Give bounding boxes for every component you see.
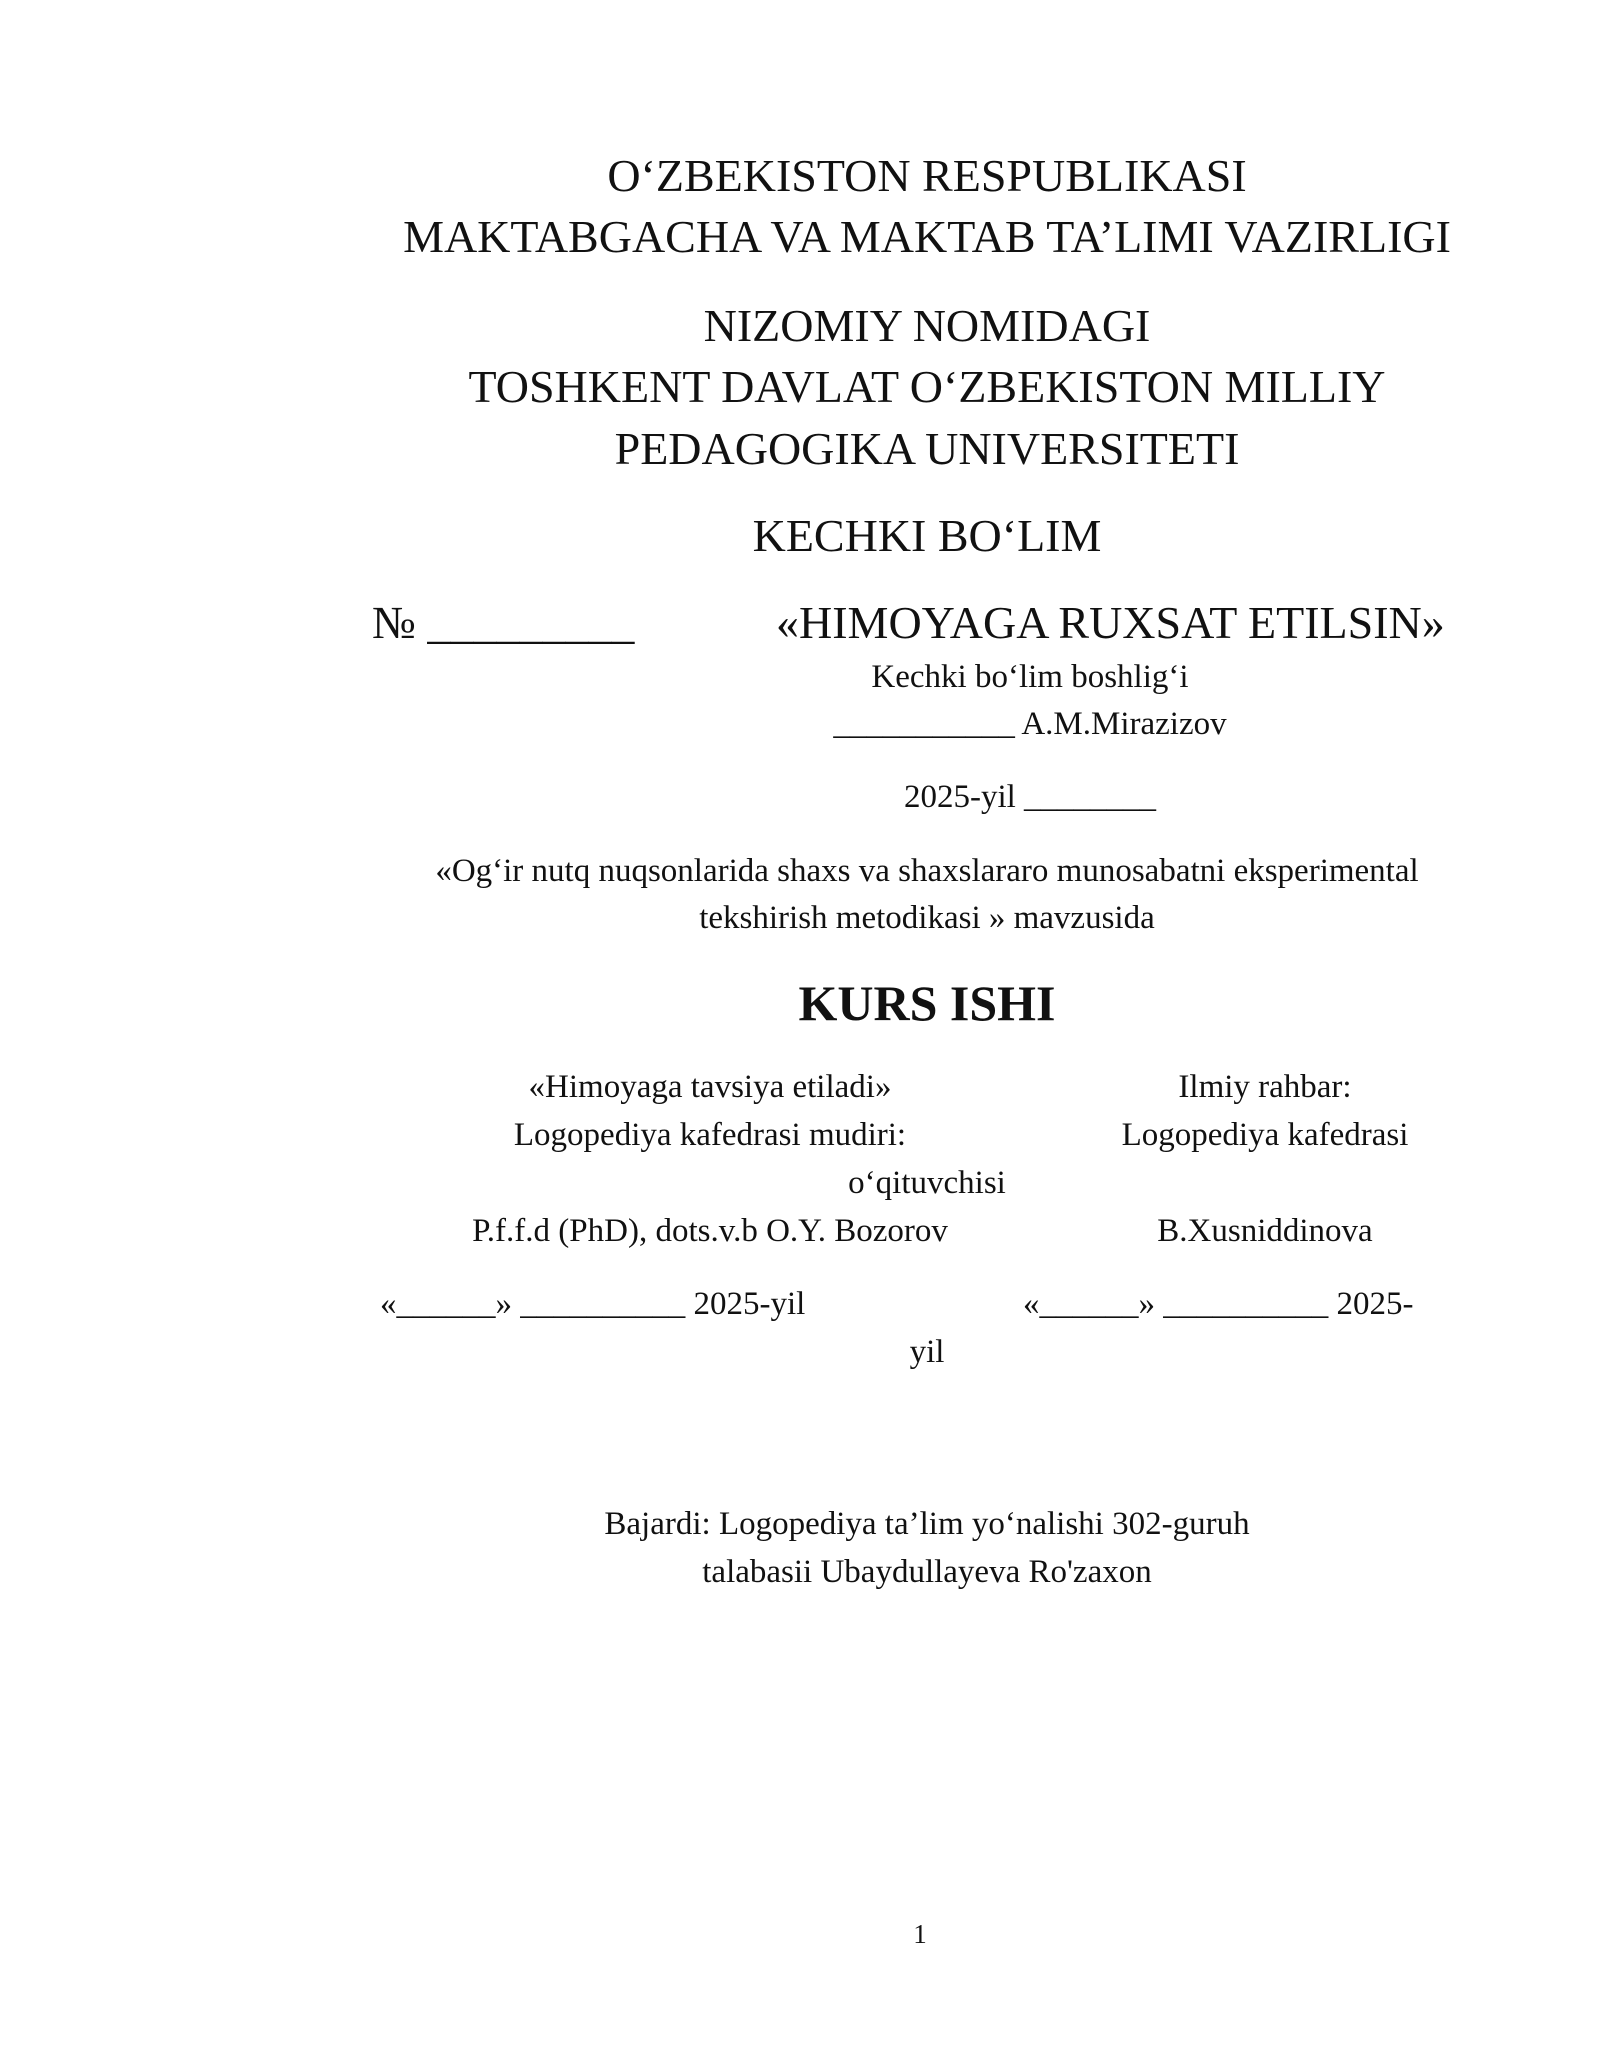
performer-line-2: talabasii Ubaydullayeva Ro'zaxon bbox=[702, 1554, 1152, 1590]
approval-date: 2025-yil ________ bbox=[903, 779, 1157, 815]
topic-line-1: «Og‘ir nutq nuqsonlarida shaxs va shaxslararo munosabatni eksperimental bbox=[435, 853, 1419, 889]
head-signature: ___________ A.M.Mirazizov bbox=[833, 706, 1227, 742]
chair-name: P.f.f.d (PhD), dots.v.b O.Y. Bozorov bbox=[472, 1213, 948, 1249]
university-line-2: TOSHKENT DAVLAT O‘ZBEKISTON MILLIY bbox=[468, 361, 1386, 412]
university-line-1: NIZOMIY NOMIDAGI bbox=[703, 300, 1151, 351]
topic-line-2: tekshirish metodikasi » mavzusida bbox=[699, 900, 1155, 936]
supervisor-sign-date: «______» __________ 2025- bbox=[1023, 1286, 1414, 1322]
work-type-title: KURS ISHI bbox=[798, 975, 1056, 1031]
page-number: 1 bbox=[913, 1919, 927, 1949]
supervisor-role-continued: o‘qituvchisi bbox=[848, 1165, 1006, 1201]
chair-role: Logopediya kafedrasi mudiri: bbox=[513, 1117, 907, 1153]
recommend-heading: «Himoyaga tavsiya etiladi» bbox=[528, 1069, 892, 1105]
head-title: Kechki bo‘lim boshlig‘i bbox=[871, 659, 1189, 695]
supervisor-heading: Ilmiy rahbar: bbox=[1178, 1069, 1352, 1105]
document-number: № _________ bbox=[372, 597, 635, 648]
performer-line-1: Bajardi: Logopediya ta’lim yo‘nalishi 302-guruh bbox=[604, 1506, 1250, 1542]
supervisor-role: Logopediya kafedrasi bbox=[1121, 1117, 1409, 1153]
approval-stamp: «HIMOYAGA RUXSAT ETILSIN» bbox=[776, 597, 1445, 648]
ministry-line-1: O‘ZBEKISTON RESPUBLIKASI bbox=[607, 150, 1247, 201]
chair-sign-date: «______» __________ 2025-yil bbox=[380, 1286, 806, 1322]
supervisor-name: B.Xusniddinova bbox=[1157, 1213, 1373, 1249]
supervisor-sign-date-continued: yil bbox=[909, 1334, 945, 1370]
department-title: KECHKI BO‘LIM bbox=[752, 510, 1102, 561]
university-line-3: PEDAGOGIKA UNIVERSITETI bbox=[614, 423, 1240, 474]
ministry-line-2: MAKTABGACHA VA MAKTAB TA’LIMI VAZIRLIGI bbox=[403, 211, 1451, 262]
